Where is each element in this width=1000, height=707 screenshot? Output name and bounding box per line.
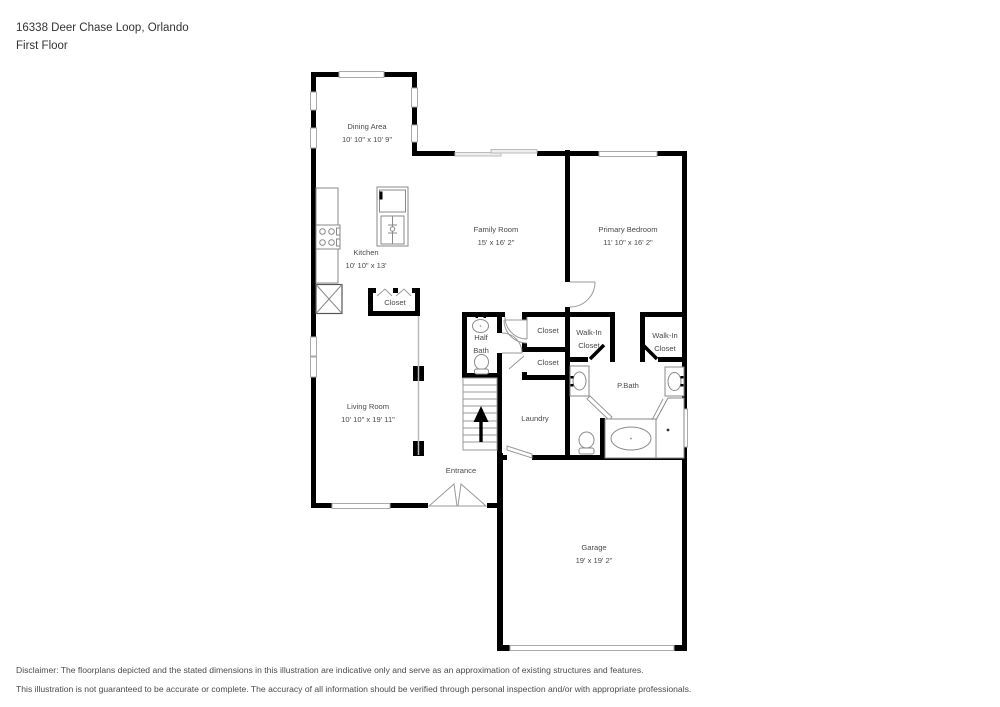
room-label-p-bath: P.Bath — [617, 381, 639, 390]
room-label-kitchen: Kitchen 10' 10" x 13' — [345, 248, 387, 270]
pbath-door-leaf — [587, 396, 612, 420]
window — [311, 92, 317, 110]
pantry-icon — [316, 285, 342, 314]
disclaimer — [16, 662, 691, 699]
sliding-door-icon — [491, 150, 537, 154]
room-label-walk-in-closet-1: Walk-In Closet — [576, 328, 602, 350]
hall-closet-door-arc — [504, 320, 527, 343]
floor-title: First Floor — [16, 40, 68, 52]
pbath-toilet-icon — [579, 432, 594, 454]
fridge-mark — [380, 192, 383, 200]
half-bath-toilet-icon — [475, 355, 489, 375]
room-label-hall-closet-2: Closet — [537, 358, 559, 367]
disclaimer-line-2: This illustration is not guaranteed to be accurate or complete. The accuracy of all information should be verified through personal inspection and/or with appropriate professionals. — [16, 683, 692, 694]
laundry-door-leaf — [507, 446, 532, 458]
window — [412, 125, 418, 142]
half-bath-door-arc — [502, 333, 522, 353]
shower-icon — [656, 398, 684, 458]
room-label-half-bath: Half Bath — [473, 333, 489, 355]
entry-double-door-icon — [429, 484, 486, 506]
window — [311, 337, 317, 356]
room-label-closet: Closet — [384, 298, 406, 307]
window — [311, 128, 317, 148]
walls — [311, 72, 687, 651]
bathtub-icon — [605, 399, 663, 458]
room-label-entrance: Entrance — [445, 466, 477, 475]
window — [332, 504, 390, 509]
hall-closet2-door-leaf — [509, 356, 524, 369]
window — [311, 357, 317, 377]
window — [412, 88, 418, 107]
room-label-primary-bedroom: Primary Bedroom 11' 10" x 16' 2" — [598, 225, 658, 247]
disclaimer-line-1: Disclaimer: The floorplans depicted and the stated dimensions in this illustration are indicative only and serve as an approximation of existing structures and features. — [16, 665, 644, 675]
bedroom-door-arc — [570, 282, 595, 307]
pbath-sink-left-icon — [570, 366, 589, 396]
window — [599, 152, 657, 157]
garage-door — [510, 646, 674, 651]
room-label-garage: Garage 19' x 19' 2" — [575, 543, 613, 565]
half-bath-sink-icon — [473, 315, 489, 333]
room-label-laundry: Laundry — [521, 414, 549, 423]
room-label-dining-area: Dining Area 10' 10" x 10' 9" — [341, 122, 393, 144]
room-label-family-room: Family Room 15' x 16' 2" — [473, 225, 519, 247]
kitchen-sink-icon — [381, 216, 404, 244]
window — [339, 72, 384, 78]
pbath-sink-right-icon — [665, 367, 684, 396]
address-title: 16338 Deer Chase Loop, Orlando — [16, 22, 189, 34]
room-label-hall-closet-1: Closet — [537, 326, 559, 335]
room-label-walk-in-closet-2: Walk-In Closet — [652, 331, 678, 353]
stove-icon — [316, 225, 340, 249]
room-label-living-room: Living Room 10' 10" x 19' 11" — [341, 402, 395, 424]
kitchen-island — [377, 187, 408, 246]
